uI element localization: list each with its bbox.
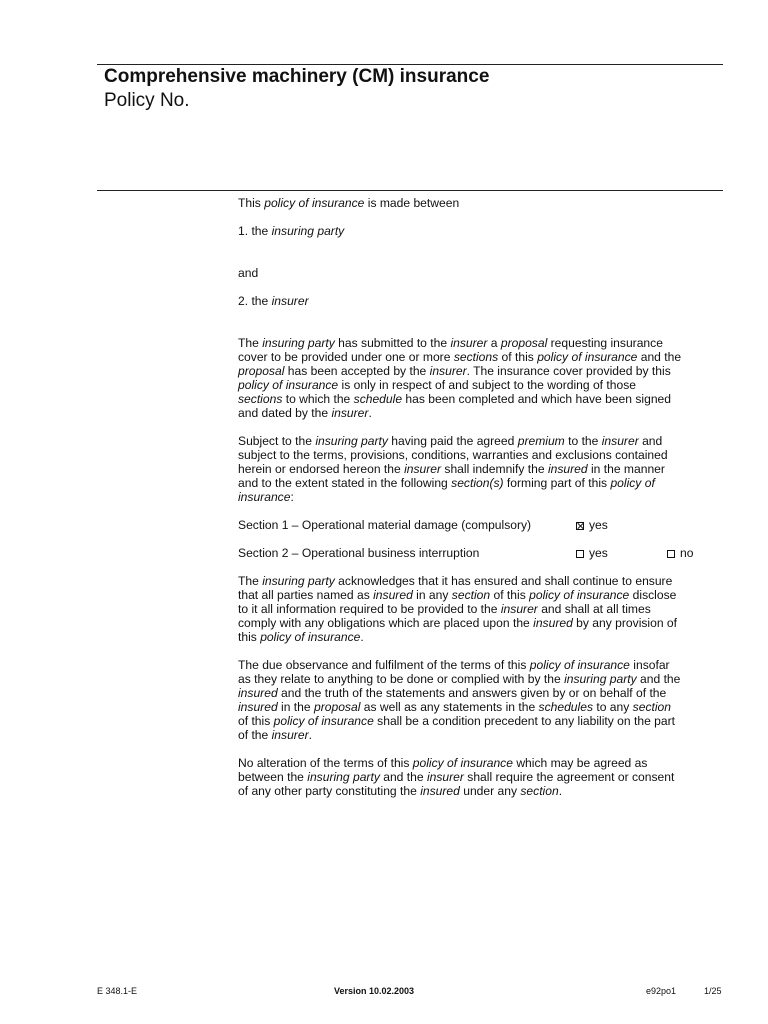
section-2-yes-option[interactable]: yes bbox=[576, 546, 608, 560]
proposal-paragraph: The insuring party has submitted to the insurer a proposal requesting insurance cover to be provided under one or more sections of this policy of insurance and the proposal has been accepted by the insurer. The insurance cover provided by this policy of insurance is only in respect of and subject to the wording of those sections to which the schedule has been completed and which have been signed and dated by the insurer. bbox=[238, 336, 682, 420]
and-text: and bbox=[238, 266, 259, 280]
observance-paragraph: The due observance and fulfilment of the terms of this policy of insurance insofar as they relate to anything to be done or complied with by the insuring party and the insured and the truth of the statements and answers given by or on behalf of the insured in the proposal as well as any statements in the schedules to any section of this policy of insurance shall be a condition precedent to any liability on the part of the insurer. bbox=[238, 658, 681, 742]
indemnity-paragraph: Subject to the insuring party having paid the agreed premium to the insurer and subject to the terms, provisions, conditions, warranties and exclusions contained herein or endorsed hereon the insurer shall indemnify the insured in the manner and to the extent stated in the following section(s) forming part of this policy of insurance: bbox=[238, 434, 668, 504]
alteration-paragraph: No alteration of the terms of this policy of insurance which may be agreed as between the insuring party and the insurer shall require the agreement or consent of any other party constituting the insured under any section. bbox=[238, 756, 675, 798]
section-2-no-option[interactable]: no bbox=[667, 546, 693, 560]
policy-number-label: Policy No. bbox=[104, 90, 190, 111]
party-2: 2. the insurer bbox=[238, 294, 309, 308]
section-1-label: Section 1 – Operational material damage (compulsory) bbox=[238, 518, 532, 532]
checkbox-icon[interactable] bbox=[667, 550, 675, 558]
section-divider bbox=[97, 190, 723, 191]
section-2-row bbox=[238, 546, 718, 560]
document-title: Comprehensive machinery (CM) insurance bbox=[104, 66, 490, 87]
party-1: 1. the insuring party bbox=[238, 224, 345, 238]
version-label: Version 10.02.2003 bbox=[334, 986, 415, 996]
page-number: 1/25 bbox=[704, 986, 722, 996]
form-code: E 348.1-E bbox=[97, 986, 138, 996]
checked-checkbox-icon[interactable] bbox=[576, 522, 584, 530]
section-1-row bbox=[238, 518, 718, 532]
checkbox-icon[interactable] bbox=[576, 550, 584, 558]
policy-body bbox=[238, 196, 718, 812]
document-reference: e92po1 bbox=[646, 986, 677, 996]
disclosure-paragraph: The insuring party acknowledges that it has ensured and shall continue to ensure that all parties named as insured in any section of this policy of insurance disclose to it all information required to be provided to the insurer and shall at all times comply with any obligations which are placed upon the insured by any provision of this policy of insurance. bbox=[238, 574, 678, 644]
section-2-label: Section 2 – Operational business interruption bbox=[238, 546, 480, 560]
section-1-yes-option[interactable]: yes bbox=[576, 518, 608, 532]
intro-line: This policy of insurance is made between bbox=[238, 196, 460, 210]
